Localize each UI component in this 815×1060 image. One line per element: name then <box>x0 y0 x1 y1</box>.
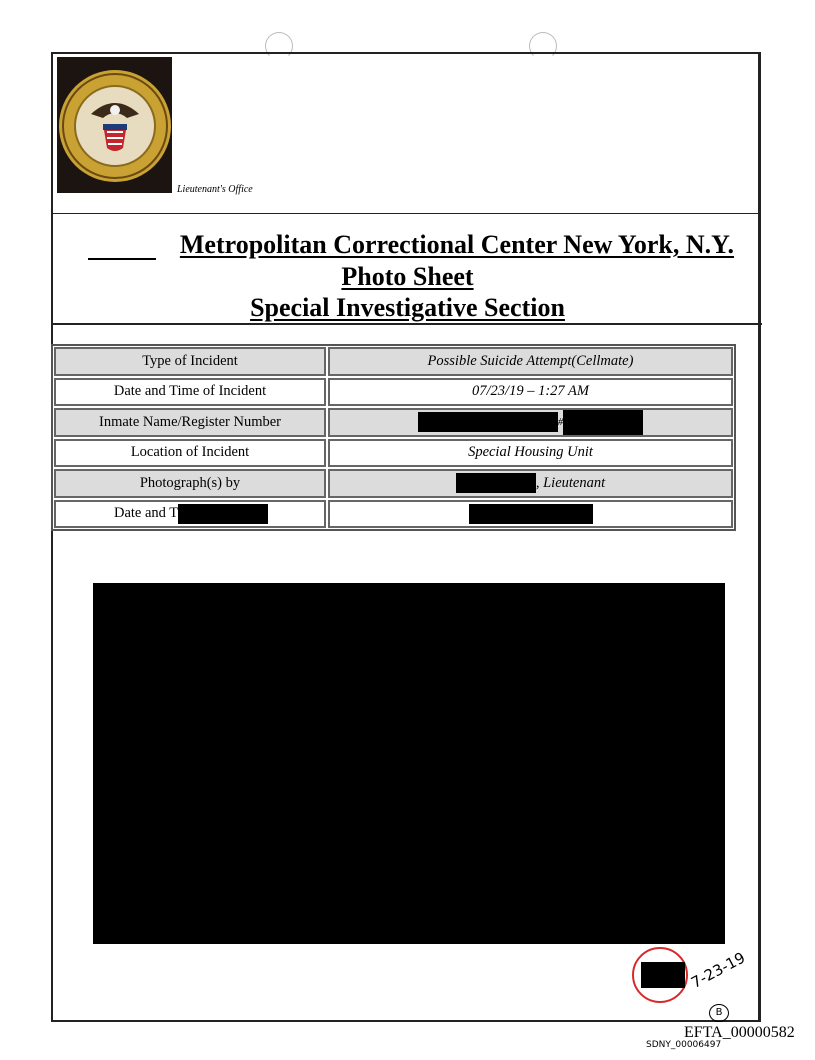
inmate-name-value <box>328 408 733 437</box>
table-row <box>53 499 734 530</box>
table-row <box>53 346 734 377</box>
redaction-block <box>418 412 558 432</box>
redacted-photo <box>93 583 725 944</box>
table-row <box>53 407 734 438</box>
date-time-photo-label <box>54 500 326 529</box>
date-time-value: 07/23/19 – 1:27 AM <box>328 378 733 407</box>
table-row <box>53 438 734 469</box>
photographer-title: , Lieutenant <box>535 474 606 491</box>
inmate-name-label: Inmate Name/Register Number <box>54 408 326 437</box>
date-time-photo-value <box>328 500 733 529</box>
photographed-by-value <box>328 469 733 498</box>
date-time-label: Date and Time of Incident <box>54 378 326 407</box>
section-title: Special Investigative Section <box>250 293 565 322</box>
lieutenants-office-label: Lieutenant's Office <box>177 184 253 195</box>
photo-sheet-title: Photo Sheet <box>341 262 474 291</box>
bates-number: SDNY_00006497 <box>646 1040 722 1050</box>
type-of-incident-label: Type of Incident <box>54 347 326 376</box>
redaction-block <box>563 408 643 437</box>
redaction-block <box>641 962 685 988</box>
register-number-hash: # <box>557 416 564 429</box>
efta-number: EFTA_00000582 <box>684 1024 795 1041</box>
handwritten-date: 7-23-19 <box>688 948 749 992</box>
table-row <box>53 377 734 408</box>
table-row <box>53 468 734 499</box>
redaction-block <box>178 504 268 524</box>
facility-title: Metropolitan Correctional Center New York, N.Y. <box>179 230 734 259</box>
location-value: Special Housing Unit <box>328 439 733 468</box>
redaction-block <box>456 473 536 493</box>
type-of-incident-value: Possible Suicide Attempt(Cellmate) <box>328 347 733 376</box>
incident-info-table <box>51 344 736 531</box>
location-label: Location of Incident <box>54 439 326 468</box>
handwritten-initial: B <box>709 1004 729 1022</box>
redaction-block <box>469 504 593 524</box>
photographed-by-label: Photograph(s) by <box>54 469 326 498</box>
date-time-photo-label-text: Date and T <box>114 505 179 522</box>
doj-seal-icon <box>57 62 172 190</box>
